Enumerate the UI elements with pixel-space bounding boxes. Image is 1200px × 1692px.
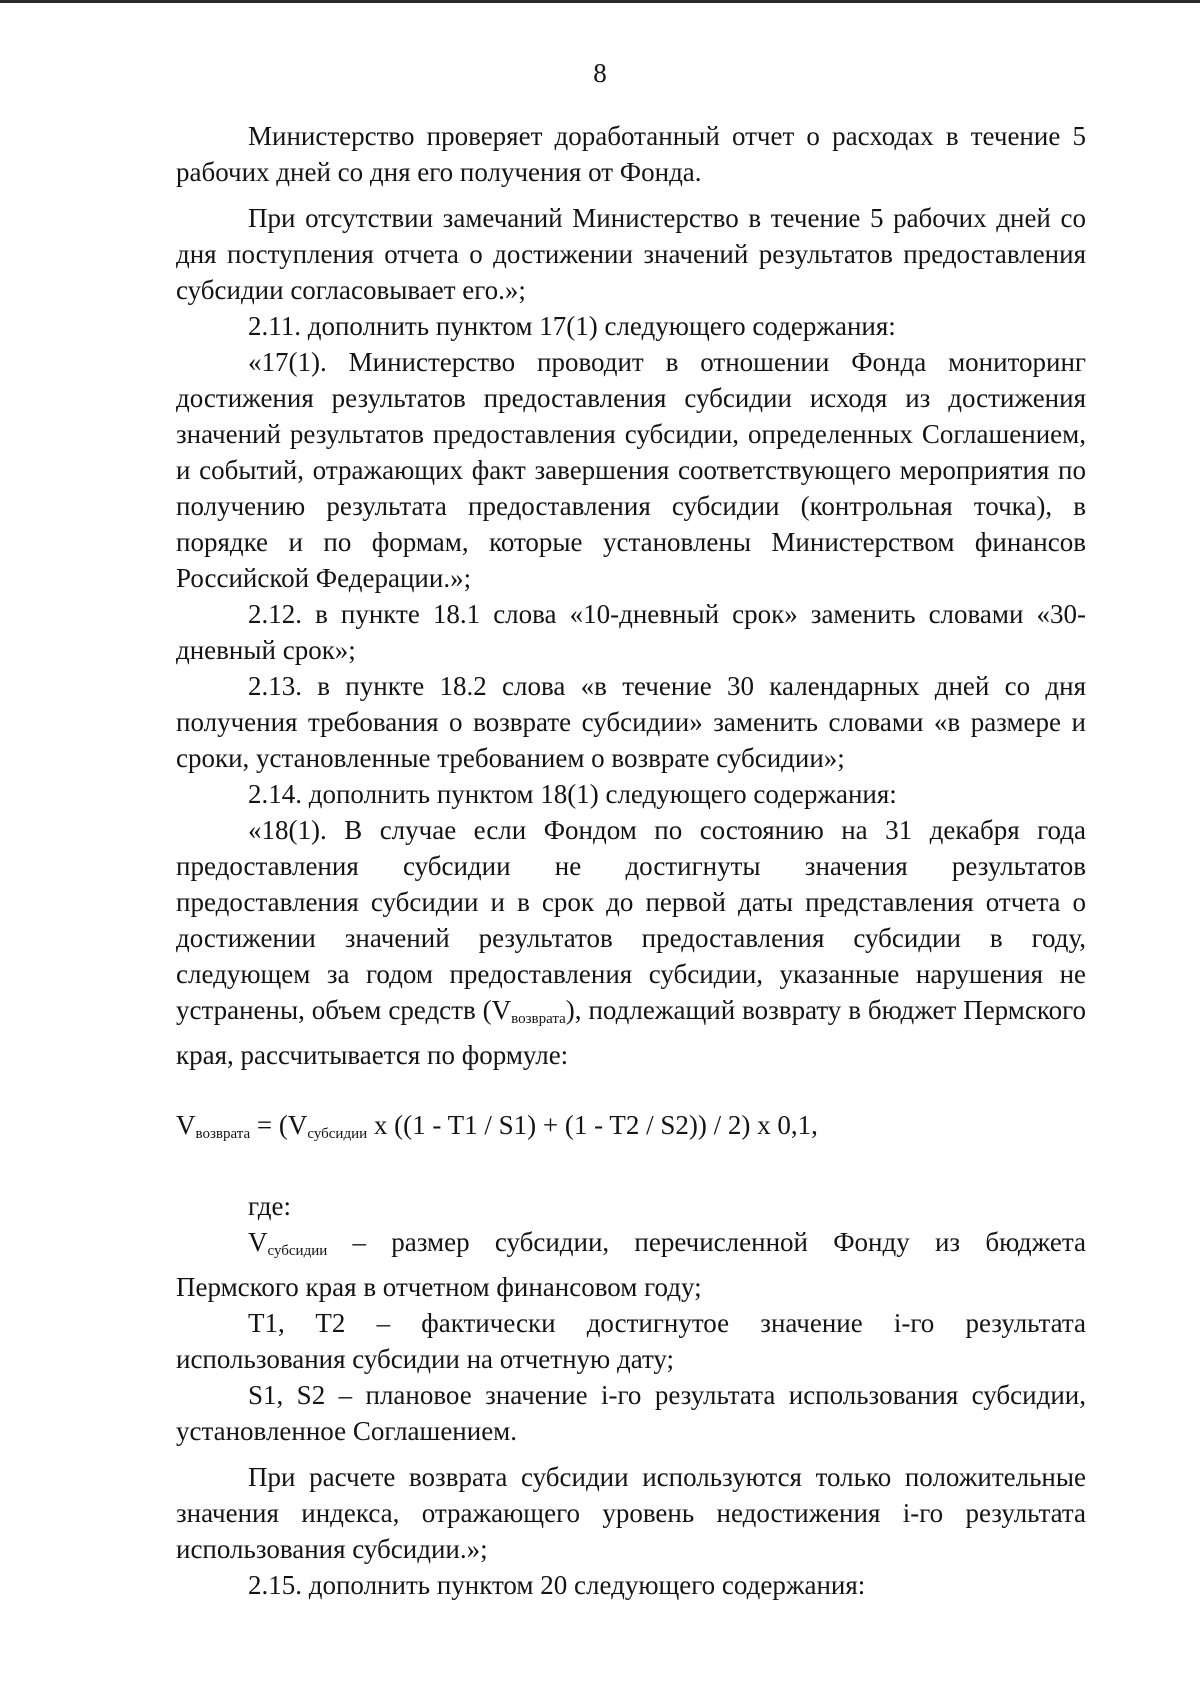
formula-middle: = (V <box>250 1110 308 1140</box>
paragraph: 2.11. дополнить пунктом 17(1) следующего содержания: <box>248 311 896 341</box>
definition-t: T1, T2 – фактически достигнутое значение i-го результата использования субсидии на отчетную дату; <box>176 1308 1086 1374</box>
formula-rest: x ((1 - T1 / S1) + (1 - T2 / S2)) / 2) x 0,1, <box>367 1110 818 1140</box>
paragraph: При отсутствии замечаний Министерство в течение 5 рабочих дней со дня поступления отчета о достижении значений результатов предоставления субсидии согласовывает его.»; <box>176 203 1086 305</box>
scan-edge <box>0 0 1200 3</box>
paragraph-18-1 <box>176 812 1086 1073</box>
paragraph: 2.13. в пункте 18.2 слова «в течение 30 календарных дней со дня получения требования о возврате субсидии» заменить словами «в размере и сроки, установленные требованием о возврате субсидии»; <box>176 671 1086 773</box>
page-number: 8 <box>593 58 607 88</box>
paragraph: «17(1). Министерство проводит в отношении Фонда мониторинг достижения результатов предоставления субсидии исходя из достижения значений результатов предоставления субсидии, определенных Соглашением, и событий, отражающих факт завершения соответствующего мероприятия по получению результата предоставления субсидии (контрольная точка), в порядке и по формам, которые установлены Министерством финансов Российской Федерации.»; <box>176 347 1086 593</box>
paragraph: 2.15. дополнить пунктом 20 следующего содержания: <box>248 1570 866 1600</box>
paragraph: Министерство проверяет доработанный отчет о расходах в течение 5 рабочих дней со дня его получения от Фонда. <box>176 121 1086 187</box>
definition-v-subsidy <box>176 1224 1086 1305</box>
paragraph: При расчете возврата субсидии используются только положительные значения индекса, отражающего уровень недостижения i-го результата использования субсидии.»; <box>176 1462 1086 1564</box>
definition-v: V <box>248 1227 268 1257</box>
definition-v-subscript: субсидии <box>267 1243 328 1259</box>
paragraph: 2.12. в пункте 18.1 слова «10-дневный срок» заменить словами «30-дневный срок»; <box>176 599 1086 665</box>
paragraph-18-1-after: ), подлежащий возврату в бюджет Пермского края, рассчитывается по формуле: <box>176 995 1086 1070</box>
paragraph-18-1-before: «18(1). В случае если Фондом по состоянию на 31 декабря года предоставления субсидии не достигнуты значения результатов предоставления субсидии и в срок до первой даты представления отчета о достижении значений результатов предоставления субсидии в году, следующем за годом предоставления субсидии, указанные нарушения не устранены, объем средств (V <box>176 815 1086 1025</box>
formula <box>176 1107 1086 1152</box>
definition-v-text: – размер субсидии, перечисленной Фонду из бюджета Пермского края в отчетном финансовом году; <box>176 1227 1086 1302</box>
paragraph: 2.14. дополнить пунктом 18(1) следующего содержания: <box>248 779 897 809</box>
where-label: где: <box>248 1191 291 1221</box>
definition-s: S1, S2 – плановое значение i-го результата использования субсидии, установленное Соглашением. <box>176 1380 1086 1446</box>
formula-sub-subsidy: субсидии <box>307 1126 368 1142</box>
paragraph-18-1-subscript: возврата <box>511 1011 566 1027</box>
formula-sub-return: возврата <box>195 1126 251 1142</box>
document-body <box>176 118 1086 1603</box>
formula-v: V <box>176 1110 196 1140</box>
